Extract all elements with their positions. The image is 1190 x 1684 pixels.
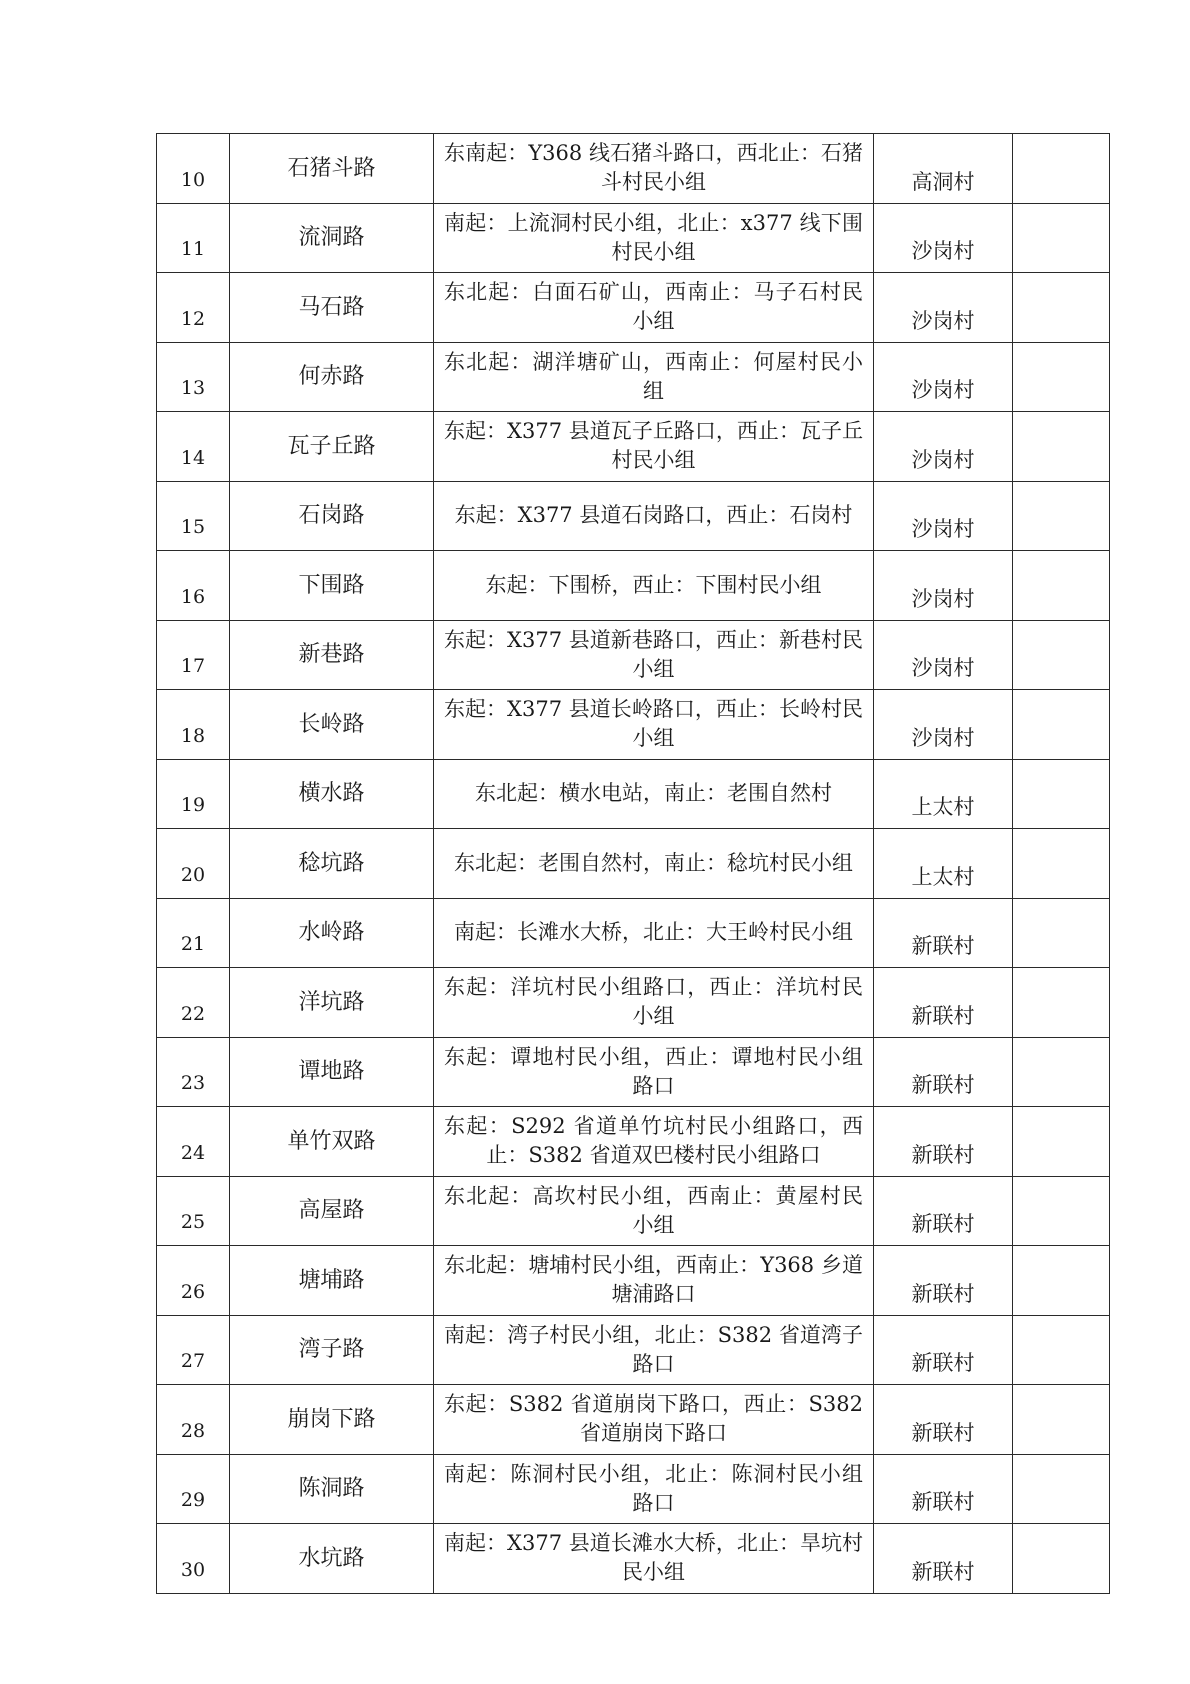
table-row <box>157 1246 1110 1316</box>
route-description: 东北起：湖洋塘矿山，西南止：何屋村民小组 <box>434 342 874 412</box>
route-description: 南起：长滩水大桥，北止：大王岭村民小组 <box>434 898 874 968</box>
route-description: 东北起：塘埔村民小组，西南止：Y368 乡道塘浦路口 <box>434 1246 874 1316</box>
road-name: 高屋路 <box>230 1176 434 1246</box>
table-row <box>157 829 1110 899</box>
remark-cell <box>1013 412 1110 482</box>
road-name: 马石路 <box>230 273 434 343</box>
route-description: 东起：X377 县道瓦子丘路口，西止：瓦子丘村民小组 <box>434 412 874 482</box>
village-name: 沙岗村 <box>874 412 1013 482</box>
table-row <box>157 690 1110 760</box>
row-number: 24 <box>157 1107 230 1177</box>
route-description: 东起：X377 县道长岭路口，西止：长岭村民小组 <box>434 690 874 760</box>
row-number: 19 <box>157 759 230 829</box>
road-name-table <box>156 133 1110 1594</box>
road-name: 新巷路 <box>230 620 434 690</box>
row-number: 28 <box>157 1385 230 1455</box>
village-name: 沙岗村 <box>874 203 1013 273</box>
village-name: 新联村 <box>874 1176 1013 1246</box>
row-number: 17 <box>157 620 230 690</box>
village-name: 上太村 <box>874 829 1013 899</box>
village-name: 沙岗村 <box>874 620 1013 690</box>
row-number: 15 <box>157 481 230 551</box>
remark-cell <box>1013 551 1110 621</box>
village-name: 沙岗村 <box>874 273 1013 343</box>
row-number: 20 <box>157 829 230 899</box>
road-name: 石岗路 <box>230 481 434 551</box>
row-number: 30 <box>157 1524 230 1594</box>
road-name: 水岭路 <box>230 898 434 968</box>
route-description: 南起：上流洞村民小组，北止：x377 线下围村民小组 <box>434 203 874 273</box>
row-number: 14 <box>157 412 230 482</box>
remark-cell <box>1013 620 1110 690</box>
table-row <box>157 412 1110 482</box>
road-name: 何赤路 <box>230 342 434 412</box>
remark-cell <box>1013 203 1110 273</box>
row-number: 21 <box>157 898 230 968</box>
road-name: 稔坑路 <box>230 829 434 899</box>
remark-cell <box>1013 342 1110 412</box>
row-number: 25 <box>157 1176 230 1246</box>
route-description: 东北起：老围自然村，南止：稔坑村民小组 <box>434 829 874 899</box>
village-name: 新联村 <box>874 1385 1013 1455</box>
remark-cell <box>1013 481 1110 551</box>
road-name-table-body <box>157 134 1110 1594</box>
route-description: 东起：X377 县道石岗路口，西止：石岗村 <box>434 481 874 551</box>
table-row <box>157 1037 1110 1107</box>
table-row <box>157 1176 1110 1246</box>
remark-cell <box>1013 1176 1110 1246</box>
village-name: 新联村 <box>874 1315 1013 1385</box>
table-row <box>157 1315 1110 1385</box>
row-number: 23 <box>157 1037 230 1107</box>
village-name: 新联村 <box>874 968 1013 1038</box>
remark-cell <box>1013 829 1110 899</box>
route-description: 东北起：高坎村民小组，西南止：黄屋村民小组 <box>434 1176 874 1246</box>
row-number: 22 <box>157 968 230 1038</box>
table-row <box>157 273 1110 343</box>
road-name: 崩岗下路 <box>230 1385 434 1455</box>
row-number: 11 <box>157 203 230 273</box>
remark-cell <box>1013 134 1110 204</box>
road-name: 湾子路 <box>230 1315 434 1385</box>
route-description: 东起：X377 县道新巷路口，西止：新巷村民小组 <box>434 620 874 690</box>
village-name: 新联村 <box>874 898 1013 968</box>
road-name: 塘埔路 <box>230 1246 434 1316</box>
table-row <box>157 481 1110 551</box>
road-name: 水坑路 <box>230 1524 434 1594</box>
table-row <box>157 1107 1110 1177</box>
remark-cell <box>1013 898 1110 968</box>
route-description: 东起：S292 省道单竹坑村民小组路口，西止：S382 省道双巴楼村民小组路口 <box>434 1107 874 1177</box>
remark-cell <box>1013 759 1110 829</box>
remark-cell <box>1013 1315 1110 1385</box>
remark-cell <box>1013 1524 1110 1594</box>
route-description: 东北起：横水电站，南止：老围自然村 <box>434 759 874 829</box>
route-description: 东起：下围桥，西止：下围村民小组 <box>434 551 874 621</box>
row-number: 29 <box>157 1454 230 1524</box>
remark-cell <box>1013 690 1110 760</box>
table-row <box>157 759 1110 829</box>
village-name: 新联村 <box>874 1524 1013 1594</box>
route-description: 东南起：Y368 线石猪斗路口，西北止：石猪斗村民小组 <box>434 134 874 204</box>
row-number: 16 <box>157 551 230 621</box>
road-name: 长岭路 <box>230 690 434 760</box>
table-row <box>157 134 1110 204</box>
village-name: 沙岗村 <box>874 342 1013 412</box>
remark-cell <box>1013 968 1110 1038</box>
row-number: 26 <box>157 1246 230 1316</box>
route-description: 东起：洋坑村民小组路口，西止：洋坑村民小组 <box>434 968 874 1038</box>
remark-cell <box>1013 1385 1110 1455</box>
route-description: 东起：S382 省道崩岗下路口，西止：S382 省道崩岗下路口 <box>434 1385 874 1455</box>
road-name: 洋坑路 <box>230 968 434 1038</box>
row-number: 10 <box>157 134 230 204</box>
remark-cell <box>1013 1037 1110 1107</box>
route-description: 东起：谭地村民小组，西止：谭地村民小组路口 <box>434 1037 874 1107</box>
route-description: 东北起：白面石矿山，西南止：马子石村民小组 <box>434 273 874 343</box>
route-description: 南起：湾子村民小组，北止：S382 省道湾子路口 <box>434 1315 874 1385</box>
road-name: 流洞路 <box>230 203 434 273</box>
village-name: 新联村 <box>874 1037 1013 1107</box>
village-name: 新联村 <box>874 1107 1013 1177</box>
village-name: 新联村 <box>874 1454 1013 1524</box>
remark-cell <box>1013 1107 1110 1177</box>
row-number: 13 <box>157 342 230 412</box>
route-description: 南起：陈洞村民小组，北止：陈洞村民小组路口 <box>434 1454 874 1524</box>
road-name: 横水路 <box>230 759 434 829</box>
remark-cell <box>1013 273 1110 343</box>
table-row <box>157 203 1110 273</box>
row-number: 27 <box>157 1315 230 1385</box>
table-row <box>157 898 1110 968</box>
table-row <box>157 968 1110 1038</box>
remark-cell <box>1013 1454 1110 1524</box>
village-name: 沙岗村 <box>874 481 1013 551</box>
road-name: 下围路 <box>230 551 434 621</box>
road-name: 谭地路 <box>230 1037 434 1107</box>
route-description: 南起：X377 县道长滩水大桥，北止：旱坑村民小组 <box>434 1524 874 1594</box>
table-row <box>157 1385 1110 1455</box>
remark-cell <box>1013 1246 1110 1316</box>
row-number: 18 <box>157 690 230 760</box>
road-name: 石猪斗路 <box>230 134 434 204</box>
village-name: 上太村 <box>874 759 1013 829</box>
road-name: 单竹双路 <box>230 1107 434 1177</box>
village-name: 高洞村 <box>874 134 1013 204</box>
row-number: 12 <box>157 273 230 343</box>
table-row <box>157 1524 1110 1594</box>
table-row <box>157 620 1110 690</box>
road-name: 瓦子丘路 <box>230 412 434 482</box>
village-name: 沙岗村 <box>874 690 1013 760</box>
table-row <box>157 551 1110 621</box>
village-name: 沙岗村 <box>874 551 1013 621</box>
table-row <box>157 1454 1110 1524</box>
table-row <box>157 342 1110 412</box>
road-name: 陈洞路 <box>230 1454 434 1524</box>
village-name: 新联村 <box>874 1246 1013 1316</box>
